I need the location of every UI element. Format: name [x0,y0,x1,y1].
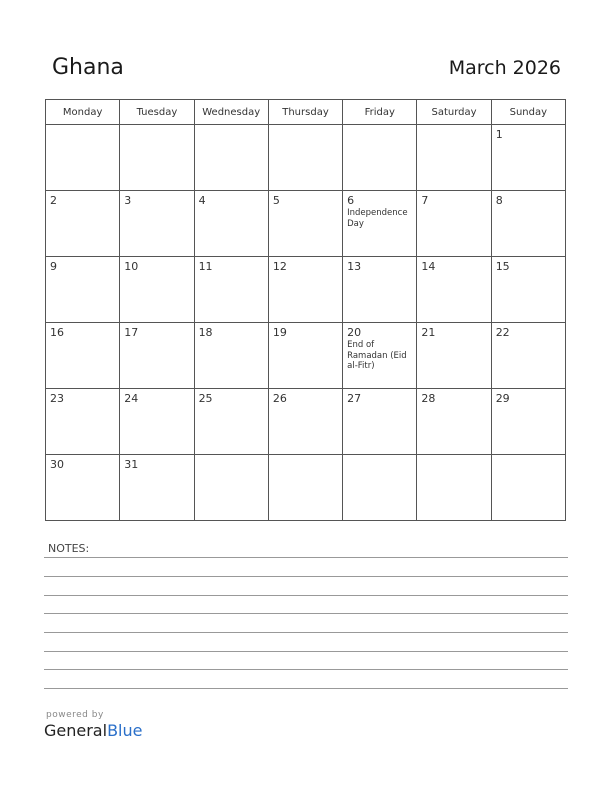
day-number: 1 [495,128,503,141]
day-cell[interactable] [194,455,268,521]
day-cell[interactable] [46,389,120,455]
day-cell[interactable] [46,455,120,521]
week-row [46,191,566,257]
day-number: 19 [272,326,287,339]
weekday-header: Friday [343,100,417,125]
weekday-header: Thursday [268,100,342,125]
day-cell[interactable] [194,257,268,323]
day-cell[interactable] [417,257,491,323]
day-cell[interactable] [343,125,417,191]
day-cell[interactable] [491,389,565,455]
day-cell[interactable] [491,191,565,257]
day-number: 15 [495,260,510,273]
day-number: 14 [421,260,436,273]
day-cell[interactable] [268,455,342,521]
month-year-title: March 2026 [448,57,561,79]
day-number: 30 [50,458,64,471]
day-cell[interactable] [120,125,194,191]
day-number: 6 [347,194,355,207]
weekday-header: Monday [46,100,120,125]
brand-logo[interactable] [44,721,142,740]
day-cell[interactable] [120,389,194,455]
weekday-header: Tuesday [120,100,194,125]
powered-by-text: powered by [46,710,104,720]
week-row [46,389,566,455]
weekday-header: Saturday [417,100,491,125]
note-line [44,688,568,689]
note-line [44,632,568,633]
day-cell[interactable] [491,257,565,323]
day-cell[interactable] [120,257,194,323]
day-number: 7 [421,194,429,207]
note-line [44,576,568,577]
week-row [46,323,566,389]
day-number: 18 [198,326,213,339]
week-row [46,257,566,323]
day-cell[interactable] [417,323,491,389]
day-cell[interactable] [46,257,120,323]
day-number: 2 [50,194,57,207]
weekday-header: Wednesday [194,100,268,125]
day-number: 3 [124,194,132,207]
week-row [46,455,566,521]
day-cell[interactable] [491,125,565,191]
weekday-header-row [46,100,566,125]
day-cell[interactable] [491,455,565,521]
day-cell[interactable] [343,257,417,323]
notes-label: NOTES: [48,542,90,555]
day-number: 21 [421,326,436,339]
day-number: 9 [50,260,57,273]
day-number: 11 [198,260,213,273]
calendar-body [46,125,566,521]
day-cell[interactable] [268,257,342,323]
day-number: 10 [124,260,139,273]
day-cell[interactable] [268,191,342,257]
day-cell[interactable] [417,125,491,191]
country-title: Ghana [52,55,124,80]
brand-general: General [44,721,108,740]
note-line [44,613,568,614]
day-number: 23 [50,392,64,405]
day-number: 29 [495,392,510,405]
day-cell[interactable] [194,389,268,455]
day-number: 17 [124,326,139,339]
day-cell[interactable] [268,125,342,191]
day-cell[interactable] [120,323,194,389]
day-cell[interactable] [417,389,491,455]
note-line [44,651,568,652]
day-number: 27 [347,392,362,405]
calendar-grid [45,99,566,521]
day-cell[interactable] [46,323,120,389]
day-number: 28 [421,392,436,405]
day-cell[interactable] [417,455,491,521]
day-cell[interactable] [120,191,194,257]
day-number: 24 [124,392,139,405]
day-number: 22 [495,326,510,339]
day-cell[interactable] [194,125,268,191]
day-cell[interactable] [343,191,417,257]
day-number: 4 [198,194,206,207]
brand-blue: Blue [107,721,143,740]
day-cell[interactable] [46,125,120,191]
day-cell[interactable] [268,323,342,389]
day-cell[interactable] [343,389,417,455]
day-number: 26 [272,392,287,405]
day-number: 16 [50,326,64,339]
day-number: 31 [124,458,139,471]
holiday-label: End of Ramadan (Eid al-Fitr) [347,340,407,371]
day-cell[interactable] [491,323,565,389]
week-row [46,125,566,191]
day-cell[interactable] [46,191,120,257]
holiday-label: Independence Day [347,208,408,229]
note-line [44,669,568,670]
day-number: 20 [347,326,362,339]
day-number: 5 [272,194,280,207]
day-cell[interactable] [194,191,268,257]
day-cell[interactable] [343,455,417,521]
day-cell[interactable] [343,323,417,389]
weekday-header: Sunday [491,100,565,125]
note-line [44,557,568,558]
note-line [44,595,568,596]
day-number: 8 [495,194,503,207]
day-number: 12 [272,260,287,273]
day-cell[interactable] [194,323,268,389]
day-cell[interactable] [268,389,342,455]
day-number: 25 [198,392,213,405]
day-cell[interactable] [417,191,491,257]
day-number: 13 [347,260,362,273]
day-cell[interactable] [120,455,194,521]
